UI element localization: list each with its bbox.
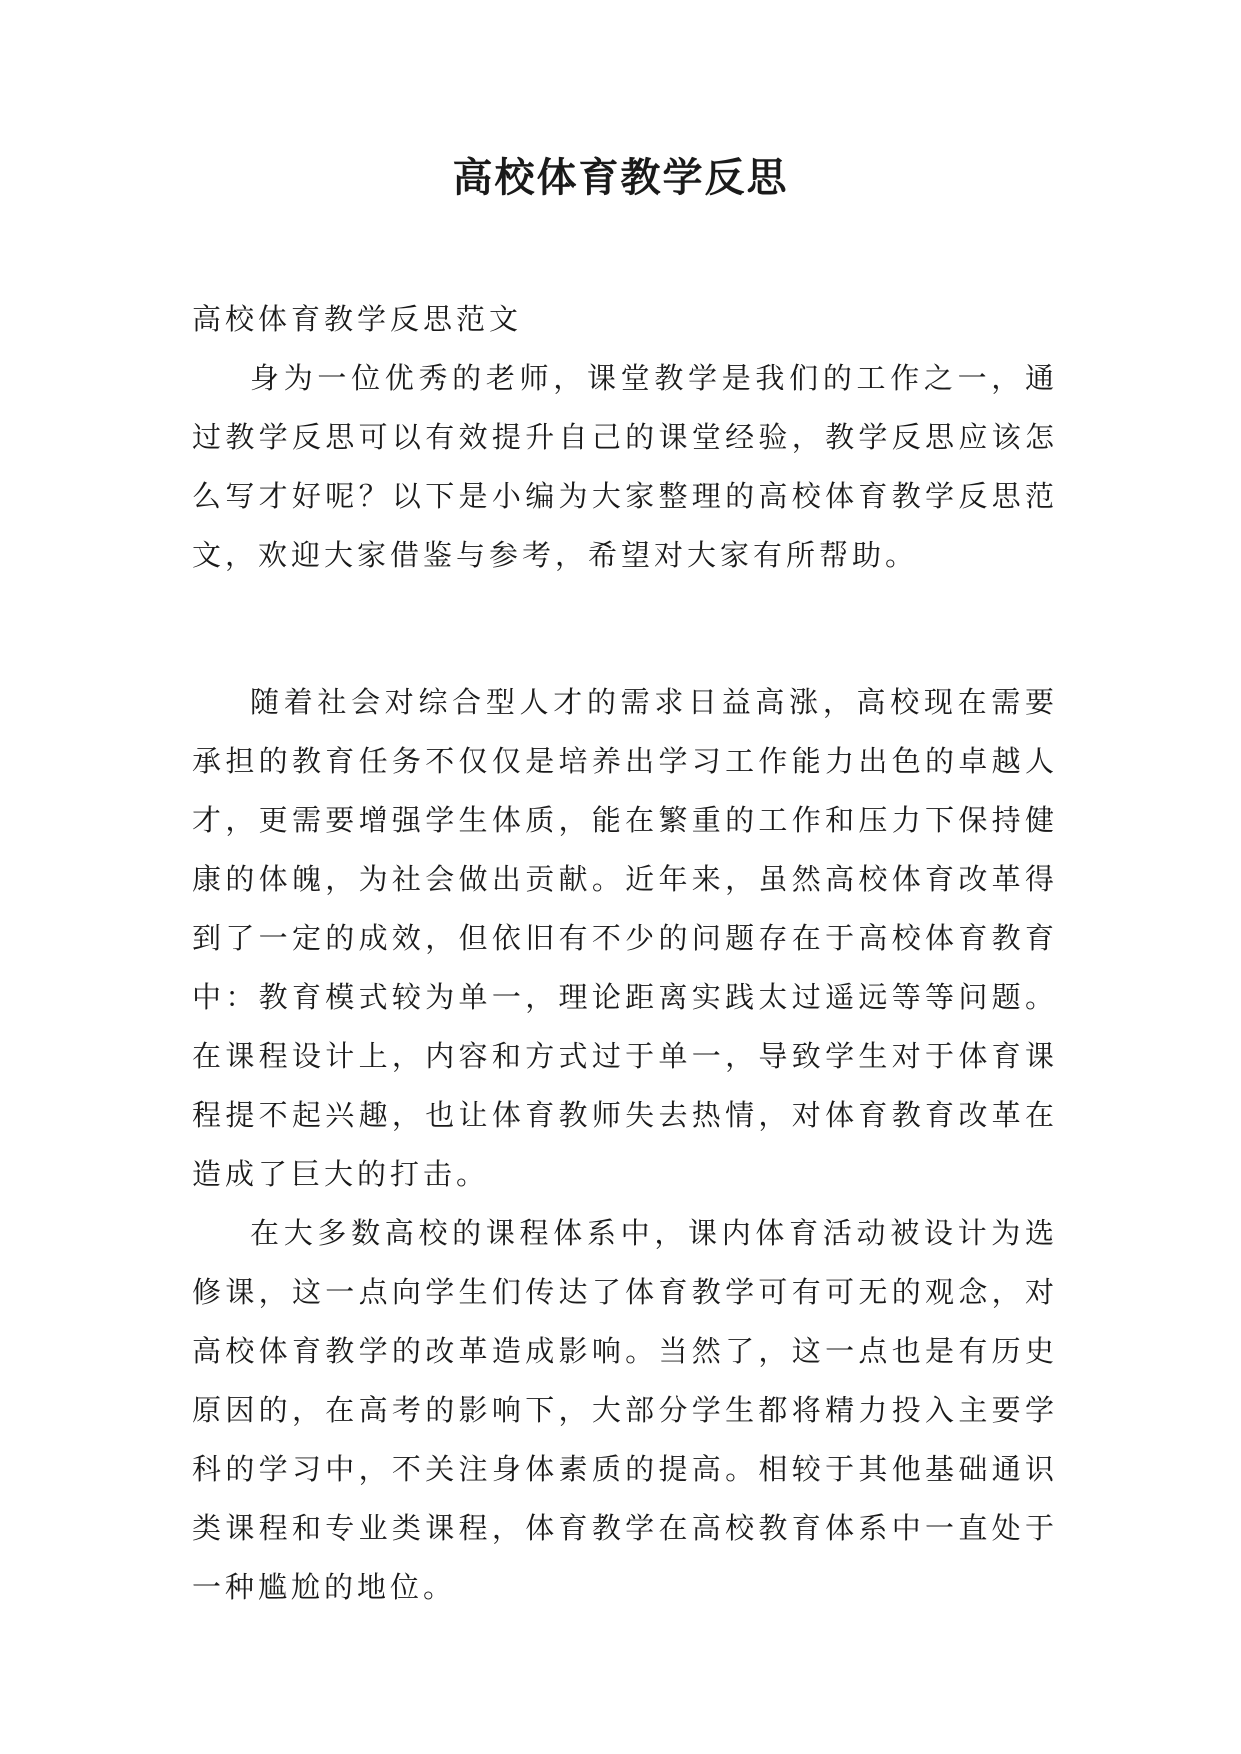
document-title: 高校体育教学反思 bbox=[452, 154, 789, 201]
paragraph-society-demand: 随着社会对综合型人才的需求日益高涨，高校现在需要承担的教育任务不仅仅是培养出学习工作能力出色的卓越人才，更需要增强学生体质，能在繁重的工作和压力下保持健康的体魄，为社会做出贡献。近年来，虽然高校体育改革得到了一定的成效，但依旧有不少的问题存在于高校体育教育中：教育模式较为单一，理论距离实践太过遥远等等问题。在课程设计上，内容和方式过于单一，导致学生对于体育课程提不起兴趣，也让体育教师失去热情，对体育教育改革在造成了巨大的打击。 bbox=[192, 685, 1058, 1191]
paragraph-spacer bbox=[192, 585, 1058, 673]
paragraph-curriculum-system: 在大多数高校的课程体系中，课内体育活动被设计为选修课，这一点向学生们传达了体育教学可有可无的观念，对高校体育教学的改革造成影响。当然了，这一点也是有历史原因的，在高考的影响下，大部分学生都将精力投入主要学科的学习中，不关注身体素质的提高。相较于其他基础通识类课程和专业类课程，体育教学在高校教育体系中一直处于一种尴尬的地位。 bbox=[192, 1216, 1058, 1604]
document-subtitle: 高校体育教学反思范文 bbox=[192, 302, 523, 336]
paragraph-intro: 身为一位优秀的老师，课堂教学是我们的工作之一，通过教学反思可以有效提升自己的课堂经验，教学反思应该怎么写才好呢？以下是小编为大家整理的高校体育教学反思范文，欢迎大家借鉴与参考，希望对大家有所帮助。 bbox=[192, 361, 1058, 572]
document-body bbox=[192, 290, 1058, 1617]
